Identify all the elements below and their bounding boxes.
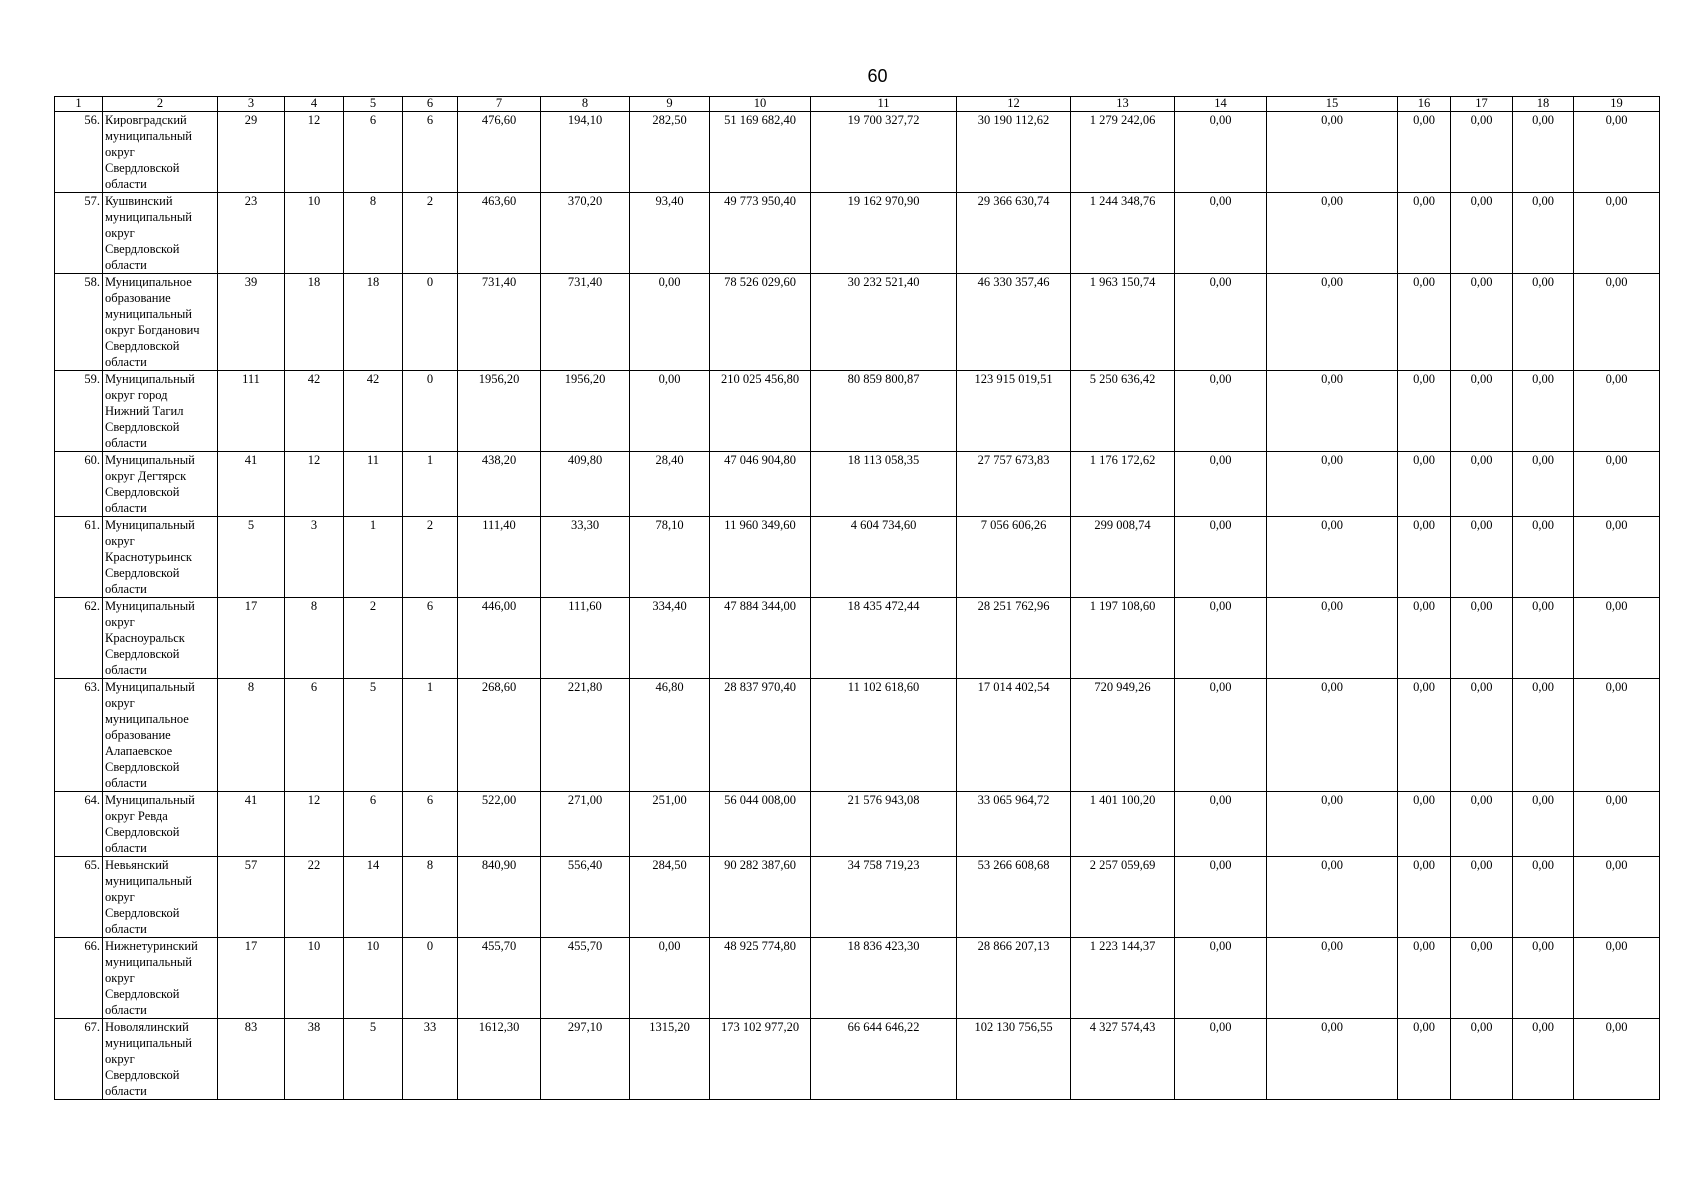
table-cell: 0,00 [1175,193,1267,274]
municipality-name: Муниципальный округ Дегтярск Свердловской области [103,452,218,517]
table-cell: 0,00 [1513,938,1574,1019]
table-cell: 0,00 [1574,371,1660,452]
table-cell: 0,00 [1398,371,1451,452]
table-cell: 80 859 800,87 [811,371,957,452]
table-cell: 2 [403,517,458,598]
header-row [55,97,1660,112]
table-cell: 282,50 [630,112,710,193]
municipality-name: Муниципальный округ муниципальное образование Алапаевское Свердловской области [103,679,218,792]
table-row [55,112,1660,193]
table-cell: 0,00 [1451,598,1513,679]
table-cell: 0,00 [1175,112,1267,193]
table-cell: 5 250 636,42 [1071,371,1175,452]
column-header: 8 [541,97,630,112]
table-cell: 0,00 [1398,1019,1451,1100]
table-cell: 370,20 [541,193,630,274]
row-number: 62. [55,598,103,679]
table-cell: 0,00 [1175,274,1267,371]
table-cell: 8 [344,193,403,274]
column-header: 10 [710,97,811,112]
table-cell: 731,40 [458,274,541,371]
table-cell: 221,80 [541,679,630,792]
table-cell: 42 [344,371,403,452]
table-row [55,371,1660,452]
table-cell: 0,00 [1398,857,1451,938]
table-body [55,112,1660,1100]
table-cell: 1 176 172,62 [1071,452,1175,517]
municipality-name: Невьянский муниципальный округ Свердловской области [103,857,218,938]
table-cell: 41 [218,792,285,857]
municipality-name: Муниципальный округ город Нижний Тагил Свердловской области [103,371,218,452]
table-cell: 39 [218,274,285,371]
row-number: 64. [55,792,103,857]
column-header: 16 [1398,97,1451,112]
municipality-name: Муниципальный округ Ревда Свердловской области [103,792,218,857]
table-cell: 6 [344,792,403,857]
table-cell: 1315,20 [630,1019,710,1100]
table-cell: 8 [218,679,285,792]
table-cell: 1 244 348,76 [1071,193,1175,274]
table-cell: 78 526 029,60 [710,274,811,371]
table-cell: 8 [403,857,458,938]
table-cell: 556,40 [541,857,630,938]
table-cell: 0,00 [1175,857,1267,938]
column-header: 5 [344,97,403,112]
table-cell: 19 162 970,90 [811,193,957,274]
table-cell: 0,00 [1513,1019,1574,1100]
table-cell: 34 758 719,23 [811,857,957,938]
table-cell: 0,00 [630,274,710,371]
table-cell: 455,70 [541,938,630,1019]
table-cell: 51 169 682,40 [710,112,811,193]
municipality-name: Муниципальный округ Красноуральск Свердловской области [103,598,218,679]
table-cell: 42 [285,371,344,452]
table-cell: 0,00 [1451,938,1513,1019]
table-cell: 455,70 [458,938,541,1019]
table-cell: 0,00 [1574,452,1660,517]
table-cell: 53 266 608,68 [957,857,1071,938]
table-cell: 83 [218,1019,285,1100]
table-cell: 3 [285,517,344,598]
table-cell: 0,00 [1451,857,1513,938]
table-cell: 33,30 [541,517,630,598]
table-cell: 0,00 [1398,112,1451,193]
table-cell: 1 [403,452,458,517]
table-cell: 268,60 [458,679,541,792]
table-cell: 0,00 [1175,938,1267,1019]
table-cell: 4 327 574,43 [1071,1019,1175,1100]
table-cell: 57 [218,857,285,938]
table-cell: 476,60 [458,112,541,193]
table-cell: 6 [344,112,403,193]
column-header: 1 [55,97,103,112]
table-cell: 0,00 [1513,193,1574,274]
table-cell: 28 866 207,13 [957,938,1071,1019]
table-cell: 0,00 [1267,679,1398,792]
table-cell: 731,40 [541,274,630,371]
column-header: 19 [1574,97,1660,112]
table-cell: 173 102 977,20 [710,1019,811,1100]
table-cell: 0,00 [1574,112,1660,193]
table-cell: 0,00 [1574,938,1660,1019]
page-number: 60 [867,66,888,86]
column-header: 3 [218,97,285,112]
table-cell: 194,10 [541,112,630,193]
table-cell: 1612,30 [458,1019,541,1100]
table-row [55,274,1660,371]
column-header: 17 [1451,97,1513,112]
table-cell: 0,00 [1267,792,1398,857]
table-cell: 30 190 112,62 [957,112,1071,193]
table-cell: 0,00 [1513,598,1574,679]
table-cell: 0,00 [1267,857,1398,938]
table-cell: 0,00 [1451,1019,1513,1100]
table-cell: 33 [403,1019,458,1100]
table-cell: 0,00 [1267,452,1398,517]
table-row [55,452,1660,517]
row-number: 65. [55,857,103,938]
table-cell: 10 [285,938,344,1019]
table-row [55,792,1660,857]
column-header: 14 [1175,97,1267,112]
table-row [55,679,1660,792]
table-cell: 7 056 606,26 [957,517,1071,598]
table-cell: 28 837 970,40 [710,679,811,792]
table-row [55,938,1660,1019]
table-cell: 0,00 [1267,193,1398,274]
table-cell: 0,00 [1513,857,1574,938]
table-cell: 0,00 [1398,274,1451,371]
table-cell: 0,00 [1267,517,1398,598]
table-cell: 0,00 [630,938,710,1019]
table-cell: 48 925 774,80 [710,938,811,1019]
table-cell: 1 963 150,74 [1071,274,1175,371]
table-cell: 28 251 762,96 [957,598,1071,679]
table-cell: 0,00 [1267,598,1398,679]
municipality-name: Кировградский муниципальный округ Свердловской области [103,112,218,193]
table-cell: 840,90 [458,857,541,938]
table-cell: 46,80 [630,679,710,792]
table-cell: 11 102 618,60 [811,679,957,792]
table-cell: 0,00 [1398,679,1451,792]
table-cell: 0,00 [1513,679,1574,792]
column-header: 12 [957,97,1071,112]
municipality-name: Кушвинский муниципальный округ Свердловской области [103,193,218,274]
table-cell: 210 025 456,80 [710,371,811,452]
table-cell: 334,40 [630,598,710,679]
table-cell: 522,00 [458,792,541,857]
table-cell: 271,00 [541,792,630,857]
table-cell: 17 [218,938,285,1019]
table-cell: 0,00 [1398,792,1451,857]
table-cell: 0,00 [1451,274,1513,371]
table-cell: 19 700 327,72 [811,112,957,193]
column-header: 2 [103,97,218,112]
table-cell: 10 [344,938,403,1019]
table-cell: 66 644 646,22 [811,1019,957,1100]
table-cell: 90 282 387,60 [710,857,811,938]
column-header: 6 [403,97,458,112]
table-cell: 0,00 [1398,517,1451,598]
municipality-name: Муниципальный округ Краснотурьинск Свердловской области [103,517,218,598]
column-header: 7 [458,97,541,112]
row-number: 60. [55,452,103,517]
column-header: 9 [630,97,710,112]
table-cell: 6 [403,598,458,679]
row-number: 61. [55,517,103,598]
table-cell: 0,00 [1574,193,1660,274]
table-cell: 463,60 [458,193,541,274]
table-cell: 1 279 242,06 [1071,112,1175,193]
table-row [55,1019,1660,1100]
table-cell: 0,00 [1175,598,1267,679]
table-cell: 284,50 [630,857,710,938]
table-cell: 28,40 [630,452,710,517]
table-cell: 5 [344,1019,403,1100]
table-cell: 14 [344,857,403,938]
table-cell: 11 960 349,60 [710,517,811,598]
table-cell: 0,00 [1513,792,1574,857]
table-cell: 0,00 [1574,517,1660,598]
table-cell: 0,00 [1175,679,1267,792]
municipality-name: Муниципальное образование муниципальный округ Богданович Свердловской области [103,274,218,371]
table-cell: 23 [218,193,285,274]
table-cell: 10 [285,193,344,274]
table-cell: 102 130 756,55 [957,1019,1071,1100]
table-cell: 30 232 521,40 [811,274,957,371]
table-row [55,857,1660,938]
table-cell: 38 [285,1019,344,1100]
table-cell: 8 [285,598,344,679]
table-cell: 18 435 472,44 [811,598,957,679]
table-cell: 0,00 [1398,598,1451,679]
table-cell: 0,00 [1175,371,1267,452]
column-header: 15 [1267,97,1398,112]
table-cell: 0,00 [1574,679,1660,792]
table-cell: 0,00 [1451,679,1513,792]
row-number: 57. [55,193,103,274]
table-cell: 111,60 [541,598,630,679]
table-cell: 111 [218,371,285,452]
table-cell: 0,00 [1513,452,1574,517]
table-cell: 0,00 [1513,371,1574,452]
table-cell: 56 044 008,00 [710,792,811,857]
table-cell: 4 604 734,60 [811,517,957,598]
municipality-name: Новолялинский муниципальный округ Свердловской области [103,1019,218,1100]
table-cell: 1 [344,517,403,598]
table-cell: 0,00 [1398,452,1451,517]
table-cell: 29 [218,112,285,193]
table-cell: 0 [403,371,458,452]
table-cell: 0,00 [1451,193,1513,274]
column-header: 18 [1513,97,1574,112]
row-number: 67. [55,1019,103,1100]
table-cell: 2 257 059,69 [1071,857,1175,938]
table-cell: 41 [218,452,285,517]
table-cell: 27 757 673,83 [957,452,1071,517]
table-cell: 2 [403,193,458,274]
table-cell: 0,00 [630,371,710,452]
table-cell: 12 [285,452,344,517]
table-cell: 5 [218,517,285,598]
table-cell: 29 366 630,74 [957,193,1071,274]
table-cell: 18 113 058,35 [811,452,957,517]
table-cell: 33 065 964,72 [957,792,1071,857]
table-cell: 251,00 [630,792,710,857]
table-cell: 0,00 [1513,274,1574,371]
table-cell: 0,00 [1513,112,1574,193]
table-cell: 0,00 [1574,598,1660,679]
table-cell: 123 915 019,51 [957,371,1071,452]
table-cell: 1 223 144,37 [1071,938,1175,1019]
table-cell: 6 [403,112,458,193]
table-cell: 0,00 [1451,517,1513,598]
table-cell: 0 [403,274,458,371]
table-row [55,598,1660,679]
table-cell: 111,40 [458,517,541,598]
table-cell: 0,00 [1175,452,1267,517]
table-cell: 0,00 [1398,193,1451,274]
table-cell: 1 401 100,20 [1071,792,1175,857]
table-cell: 0,00 [1175,1019,1267,1100]
table-cell: 93,40 [630,193,710,274]
table-cell: 299 008,74 [1071,517,1175,598]
table-cell: 0,00 [1574,857,1660,938]
column-header: 13 [1071,97,1175,112]
table-cell: 22 [285,857,344,938]
table-row [55,517,1660,598]
table-cell: 49 773 950,40 [710,193,811,274]
table-cell: 0,00 [1451,452,1513,517]
data-table [54,96,1660,1100]
table-cell: 17 [218,598,285,679]
municipality-name: Нижнетуринский муниципальный округ Свердловской области [103,938,218,1019]
row-number: 58. [55,274,103,371]
table-cell: 297,10 [541,1019,630,1100]
table-cell: 0,00 [1267,371,1398,452]
table-cell: 18 836 423,30 [811,938,957,1019]
table-cell: 0,00 [1451,371,1513,452]
table-cell: 0 [403,938,458,1019]
table-cell: 2 [344,598,403,679]
table-cell: 18 [285,274,344,371]
table-cell: 47 884 344,00 [710,598,811,679]
table-cell: 46 330 357,46 [957,274,1071,371]
table-cell: 0,00 [1267,112,1398,193]
row-number: 59. [55,371,103,452]
table-cell: 0,00 [1175,792,1267,857]
table-cell: 6 [403,792,458,857]
table-cell: 0,00 [1451,792,1513,857]
table-cell: 0,00 [1574,792,1660,857]
table-cell: 12 [285,792,344,857]
table-cell: 21 576 943,08 [811,792,957,857]
table-cell: 438,20 [458,452,541,517]
table-cell: 1956,20 [458,371,541,452]
table-cell: 47 046 904,80 [710,452,811,517]
table-row [55,193,1660,274]
table-cell: 0,00 [1574,1019,1660,1100]
table-cell: 6 [285,679,344,792]
table-cell: 5 [344,679,403,792]
row-number: 63. [55,679,103,792]
table-cell: 409,80 [541,452,630,517]
table-cell: 0,00 [1267,938,1398,1019]
table-cell: 0,00 [1175,517,1267,598]
column-header: 11 [811,97,957,112]
column-header: 4 [285,97,344,112]
table-cell: 1 [403,679,458,792]
table-cell: 0,00 [1267,274,1398,371]
table-cell: 446,00 [458,598,541,679]
table-cell: 0,00 [1451,112,1513,193]
table-cell: 1 197 108,60 [1071,598,1175,679]
table-cell: 78,10 [630,517,710,598]
table-cell: 12 [285,112,344,193]
table-cell: 720 949,26 [1071,679,1175,792]
table-cell: 1956,20 [541,371,630,452]
table-cell: 0,00 [1398,938,1451,1019]
table-cell: 18 [344,274,403,371]
row-number: 66. [55,938,103,1019]
row-number: 56. [55,112,103,193]
table-cell: 11 [344,452,403,517]
table-cell: 17 014 402,54 [957,679,1071,792]
table-cell: 0,00 [1574,274,1660,371]
table-cell: 0,00 [1267,1019,1398,1100]
table-cell: 0,00 [1513,517,1574,598]
